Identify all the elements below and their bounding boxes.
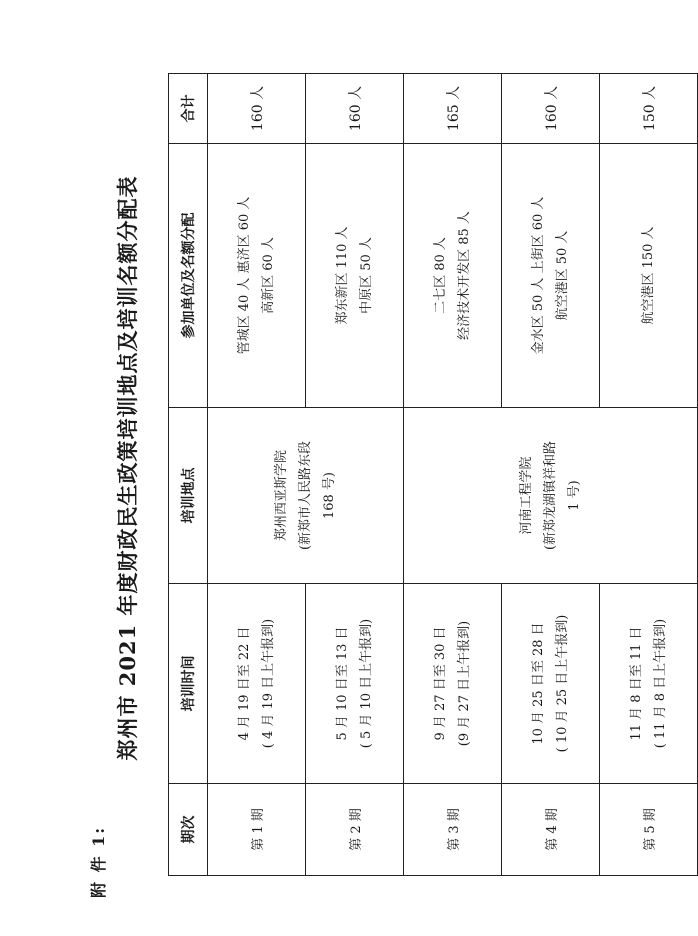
time-cell [404, 584, 502, 784]
period-cell: 第 5 期 [600, 784, 698, 876]
checkin-note: ( 11 月 8 日上午报到) [652, 618, 668, 749]
table-header-row [169, 74, 208, 876]
units-cell [502, 144, 600, 408]
total-cell: 165 人 [404, 74, 502, 144]
location-address: (新郑龙湖镇祥和路 [542, 440, 558, 551]
unit-line: 中原区 50 人 [358, 237, 374, 314]
location-name: 河南工程学院 [518, 456, 534, 535]
unit-line: 航空港区 50 人 [554, 230, 570, 321]
header-units: 参加单位及名额分配 [169, 144, 208, 408]
units-cell [600, 144, 698, 408]
location-address: 1 号) [566, 480, 582, 511]
unit-line: 高新区 60 人 [260, 237, 276, 314]
location-address: (新郑市人民路东段 [297, 440, 313, 551]
time-cell [208, 584, 306, 784]
location-cell [404, 408, 698, 584]
table-row [404, 74, 502, 876]
units-cell [404, 144, 502, 408]
header-location: 培训地点 [169, 408, 208, 584]
unit-line: 郑东新区 110 人 [334, 226, 350, 325]
unit-line: 金水区 50 人 上街区 60 人 [530, 196, 546, 355]
time-cell [600, 584, 698, 784]
period-cell: 第 1 期 [208, 784, 306, 876]
total-cell: 160 人 [306, 74, 404, 144]
checkin-note: ( 4 月 19 日上午报到) [260, 618, 276, 749]
unit-line: 管城区 40 人 惠济区 60 人 [236, 196, 252, 355]
period-cell: 第 3 期 [404, 784, 502, 876]
units-cell [208, 144, 306, 408]
units-cell [306, 144, 404, 408]
unit-line: 航空港区 150 人 [640, 226, 656, 325]
time-cell [502, 584, 600, 784]
total-cell: 160 人 [208, 74, 306, 144]
time-range: 5 月 10 日至 13 日 [334, 626, 350, 741]
total-cell: 150 人 [600, 74, 698, 144]
location-name: 郑州西亚斯学院 [273, 450, 289, 542]
location-address: 168 号) [321, 471, 337, 520]
checkin-note: (9 月 27 日上午报到) [456, 620, 472, 747]
header-total: 合计 [169, 74, 208, 144]
checkin-note: ( 10 月 25 日上午报到) [554, 614, 570, 753]
document-title: 郑州市 2021 年度财政民生政策培训地点及培训名额分配表 [115, 175, 140, 761]
total-cell: 160 人 [502, 74, 600, 144]
allocation-table [168, 73, 698, 876]
time-range: 4 月 19 日至 22 日 [236, 626, 252, 741]
unit-line: 二七区 80 人 [432, 237, 448, 314]
time-cell [306, 584, 404, 784]
location-cell [208, 408, 404, 584]
attachment-label: 附 件 1: [89, 825, 108, 898]
table-row [208, 74, 306, 876]
period-cell: 第 2 期 [306, 784, 404, 876]
time-range: 10 月 25 日至 28 日 [530, 622, 546, 745]
unit-line: 经济技术开发区 85 人 [456, 211, 472, 340]
header-time: 培训时间 [169, 584, 208, 784]
checkin-note: ( 5 月 10 日上午报到) [358, 618, 374, 749]
time-range: 9 月 27 日至 30 日 [432, 626, 448, 741]
period-cell: 第 4 期 [502, 784, 600, 876]
header-period: 期次 [169, 784, 208, 876]
time-range: 11 月 8 日至 11 日 [628, 626, 644, 741]
